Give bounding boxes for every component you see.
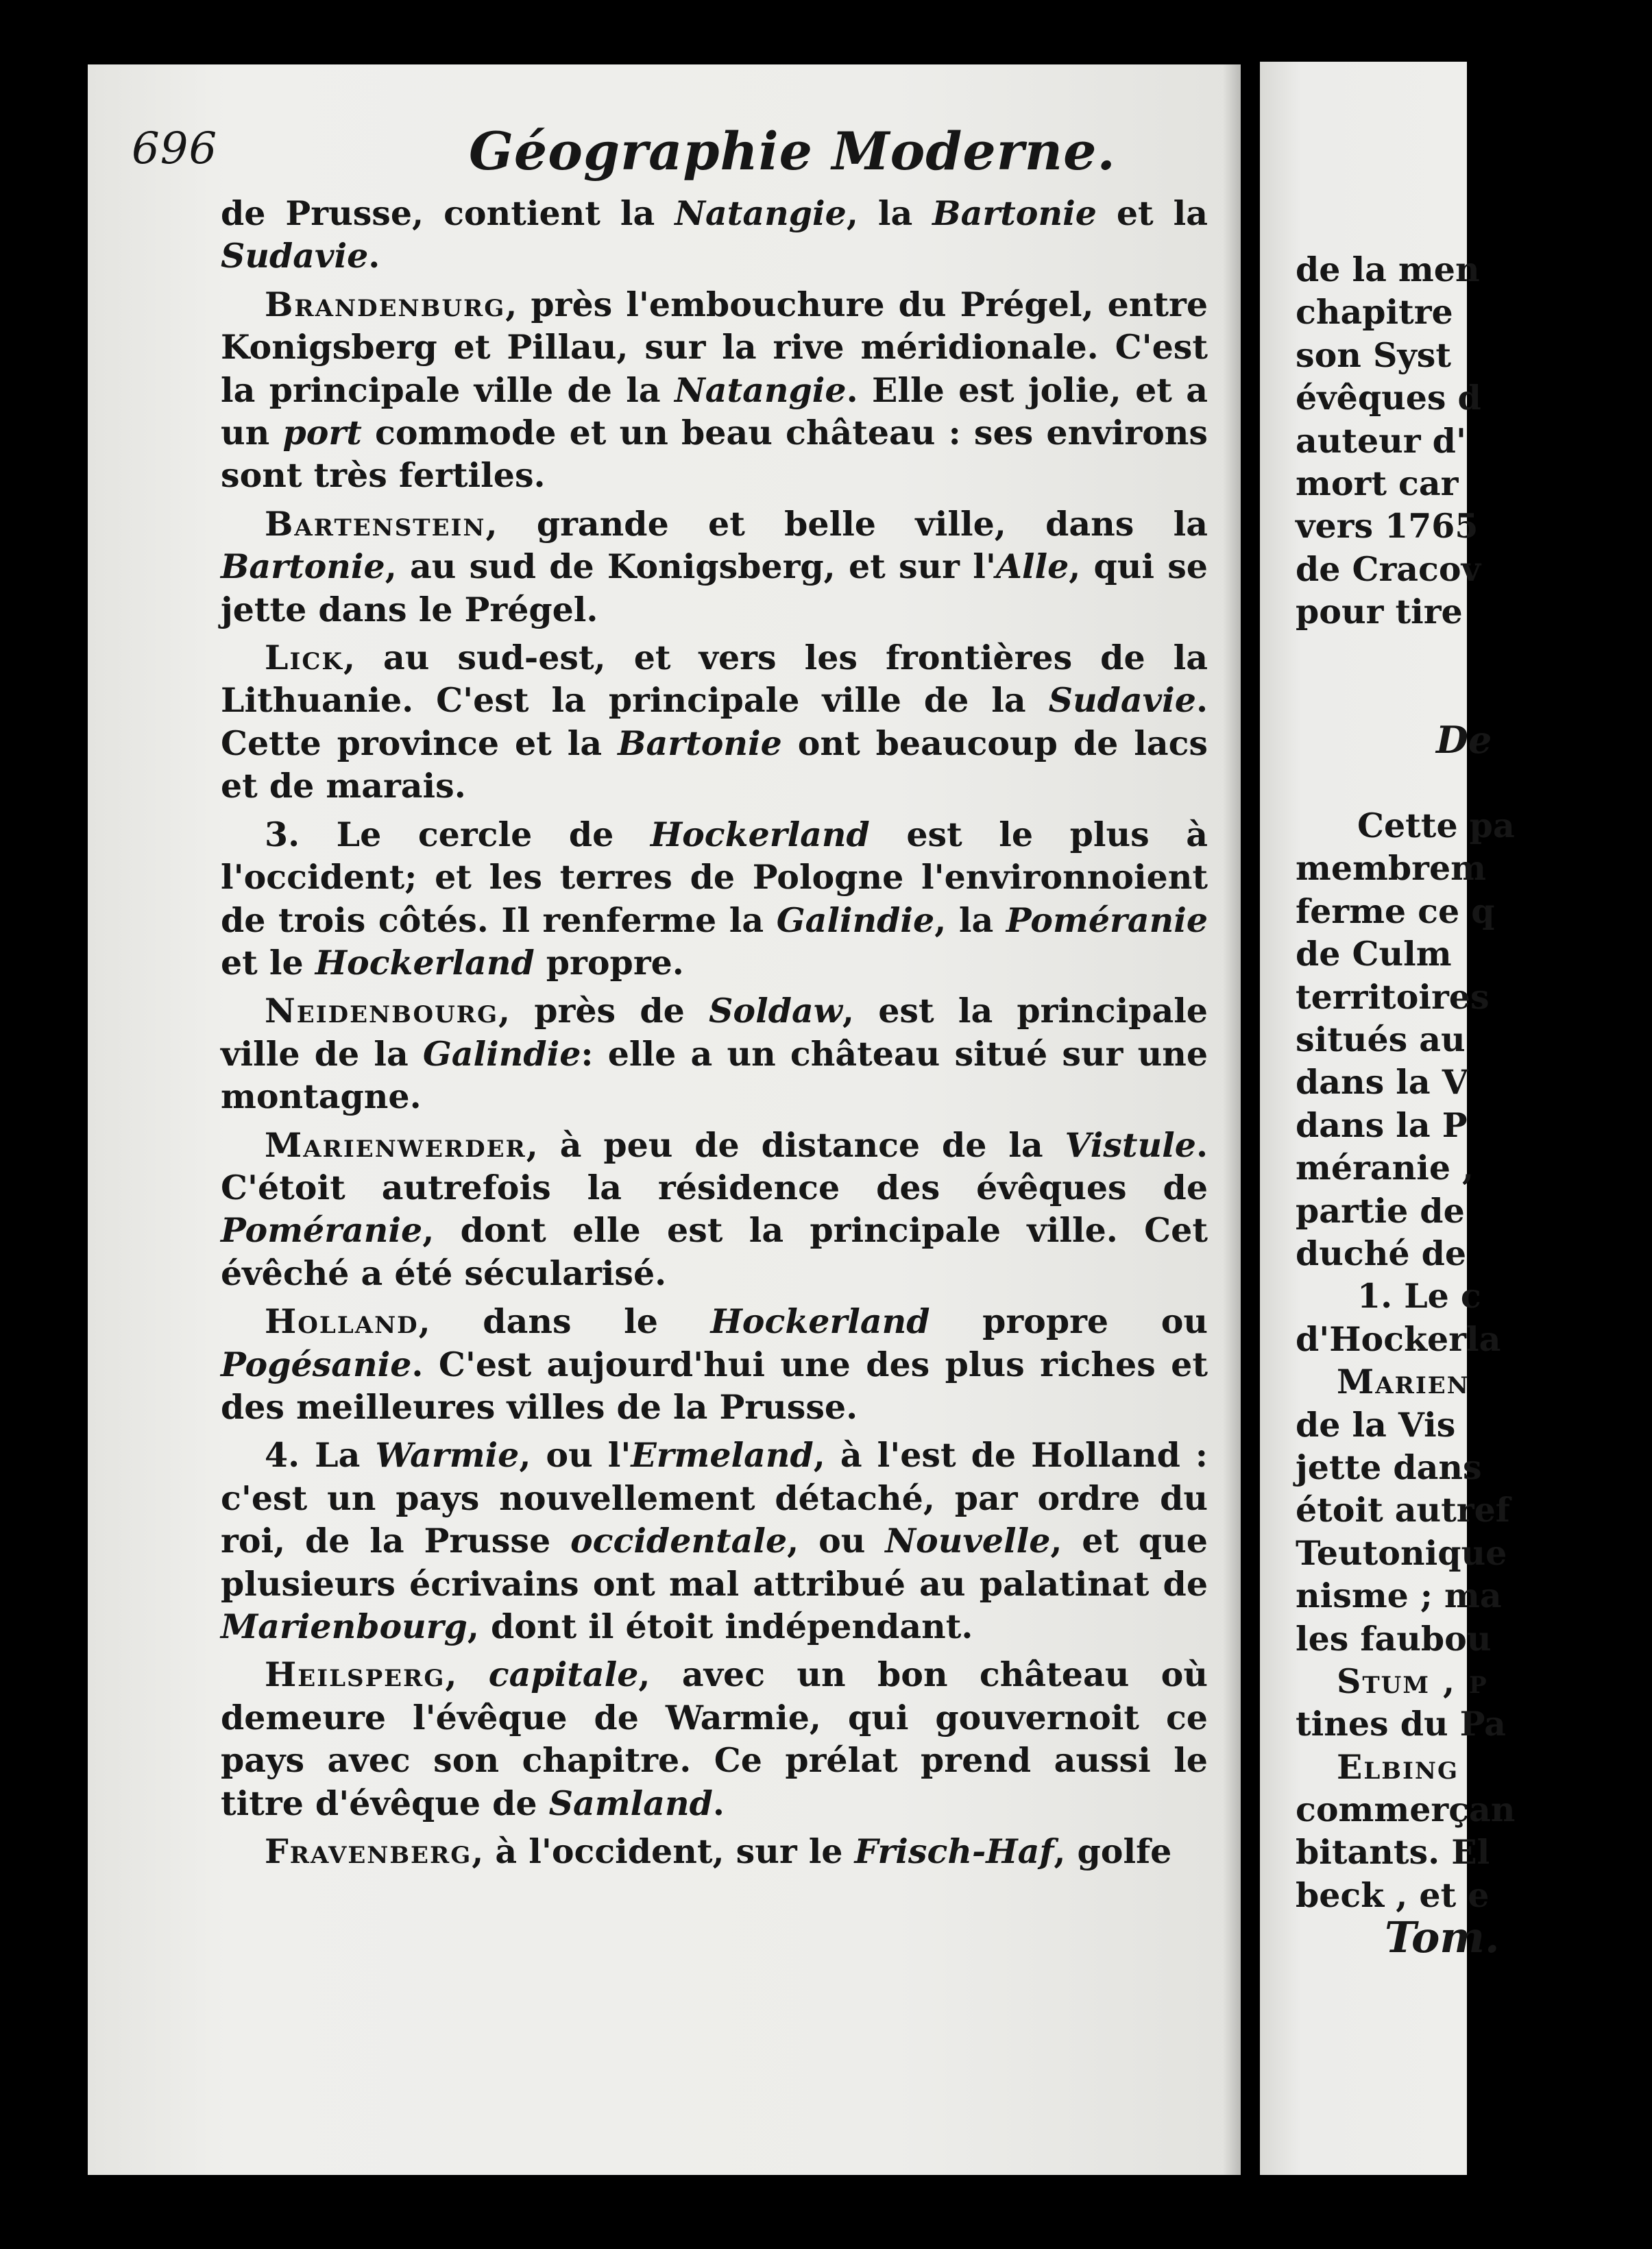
right-line: tines du Pa [1296,1704,1506,1744]
right-line: les faubou [1296,1618,1492,1659]
text-run: 4. La [265,1435,376,1476]
place-name: Ermeland [631,1435,814,1476]
paragraph [221,503,1208,631]
place-name: Samland [548,1783,713,1823]
place-name: Marienbourg [221,1607,467,1646]
place-name: Nouvelle [885,1521,1051,1561]
running-title: Géographie Moderne. [469,121,1116,182]
river-name: Alle [995,546,1069,587]
place-name: occidentale [570,1521,788,1561]
right-line: duché de [1296,1233,1467,1273]
right-line: de la Vis [1296,1404,1456,1445]
text-run: , [445,1655,489,1695]
city-name: Bartenstein [265,503,486,544]
page-number: 696 [132,123,218,174]
right-line: chapitre [1296,292,1453,333]
paragraph [221,989,1208,1118]
text-run: . Elle est jolie, et a un [221,370,1208,453]
city-name: Heilsperg [265,1655,446,1695]
right-line: Cette pa [1357,806,1515,846]
place-name: Galindie [776,900,935,940]
text-run: , près l'embouchure du Prégel, entre Konigsberg et Pillau, sur la rive méridionale. C'est la principale ville de la [221,284,1208,410]
city-name: Neidenbourg [265,991,499,1031]
text-run: propre. [534,942,684,983]
right-page [1260,62,1516,2175]
right-line: vers 1765 [1296,506,1479,546]
text-run: , au sud-est, et vers les frontières de la Lithuanie. C'est la principale ville de la [221,638,1208,721]
right-line: bitants. El [1296,1832,1490,1873]
paragraph [221,1124,1208,1295]
right-line [1296,676,1652,719]
place-name: Galindie [422,1033,581,1074]
right-line: auteur d' [1296,420,1466,461]
place-name: Frisch-Haf [854,1831,1054,1872]
city-name: Brandenburg [265,284,506,324]
text-run: . Cette province et la [221,680,1208,763]
text-run: ont beaucoup de lacs et de marais. [221,723,1208,806]
text-run: et le [221,942,315,983]
river-name: Vistule [1065,1124,1196,1165]
right-line: d'Hockerla [1296,1319,1501,1359]
text-run: de Prusse, contient la [221,193,675,233]
place-name: Sudavie [221,236,369,276]
right-section-heading: De [1436,718,1492,762]
right-line: membrem [1296,848,1486,889]
right-line: Stum , p [1337,1661,1488,1701]
place-name: Hockerland [710,1301,930,1342]
emphasis: capitale [488,1655,639,1695]
right-line: Elbing [1337,1746,1459,1787]
text-run: . [368,236,380,276]
text-run: , à peu de distance de la [526,1124,1065,1165]
paragraph [221,1653,1208,1825]
text-run: . [712,1783,725,1823]
text-run: , la [934,900,1006,940]
place-name: Bartonie [618,723,782,763]
text-run: 3. Le cercle de [265,814,651,854]
right-line: commerçan [1296,1790,1516,1830]
right-line: territoires [1296,976,1490,1017]
city-name: Holland [265,1301,419,1342]
right-line: 1. Le c [1357,1276,1481,1316]
paragraph [221,1830,1208,1873]
place-name: Sudavie [1048,680,1196,721]
text-run: , au sud de Konigsberg, et sur l' [385,546,996,587]
emphasis: port [282,413,362,453]
text-run: . C'étoit autrefois la résidence des évêques de [221,1124,1208,1207]
right-line: son Syst [1296,335,1452,375]
paragraph [221,283,1208,497]
city-name: Lick [265,638,343,678]
right-line: dans la V [1296,1062,1468,1103]
place-name: Hockerland [315,942,535,983]
text-run: , dont il étoit indépendant. [467,1607,973,1646]
right-line: Teutonique [1296,1532,1507,1573]
right-line: ferme ce q [1296,891,1495,931]
right-line: de Culm [1296,934,1452,974]
text-run: , et que plusieurs écrivains ont mal attribué au palatinat de [221,1521,1208,1604]
right-line: dans la P [1296,1105,1468,1145]
text-run: , à l'occident, sur le [472,1831,855,1872]
right-line: jette dans [1296,1447,1482,1487]
text-run: . C'est aujourd'hui une des plus riches et des meilleures villes de la Prusse. [221,1344,1208,1427]
page-body [221,192,1208,1873]
paragraph [221,636,1208,808]
right-page-text [1296,248,1652,1963]
right-line: mort car [1296,463,1459,503]
right-line: de la men [1296,250,1480,289]
text-run: , près de [498,991,709,1031]
text-run: , est la principale ville de la [221,991,1208,1074]
right-line [1296,634,1652,676]
text-run: : elle a un château situé sur une montagne. [221,1033,1208,1117]
place-name: Poméranie [221,1210,423,1251]
right-line [1296,762,1652,804]
paragraph [221,1434,1208,1648]
city-name: Marienwerder [265,1124,526,1165]
place-name: Poméranie [1006,900,1208,940]
text-run: , ou [787,1521,886,1561]
place-name: Hockerland [650,814,870,854]
right-line: Marien [1337,1362,1470,1402]
place-name: Natangie [675,193,847,233]
text-run: commode et un beau château : ses environs sont très fertiles. [221,413,1208,496]
text-run: , à l'est de Holland : c'est un pays nouvellement détaché, par ordre du roi, de la Prusse [221,1435,1208,1561]
right-line: de Cracov [1296,549,1481,589]
text-run: , dans le [418,1301,711,1342]
text-run: , golfe [1054,1831,1172,1872]
right-line: partie de [1296,1190,1465,1231]
text-run: et la [1096,193,1208,233]
text-run: , qui se jette dans le Prégel. [221,546,1208,629]
text-run: est le plus à l'occident; et les terres de Pologne l'environnoient de trois côtés. Il renferme la [221,814,1208,940]
paragraph [221,192,1208,278]
right-line: situés au [1296,1020,1466,1060]
place-name: Soldaw [709,991,842,1031]
text-run: , dont elle est la principale ville. Cet évêché a été sécularisé. [221,1210,1208,1293]
right-line: nisme ; ma [1296,1576,1502,1616]
place-name: Natangie [674,370,847,410]
place-name: Bartonie [221,546,385,587]
text-run: propre ou [930,1301,1208,1342]
place-name: Bartonie [932,193,1097,233]
paragraph [221,1300,1208,1428]
text-run: , grande et belle ville, dans la [485,503,1208,544]
paragraph [221,813,1208,985]
place-name: Warmie [375,1435,520,1476]
right-line: évêques d [1296,378,1481,418]
place-name: Pogésanie [221,1344,412,1384]
text-run: , la [846,193,933,233]
right-line: étoit autref [1296,1490,1510,1530]
text-run: , ou l' [519,1435,631,1476]
right-line: méranie , [1296,1148,1474,1188]
right-line: beck , et e [1296,1875,1490,1915]
right-catchword: Tom. [1385,1912,1500,1963]
text-run: , avec un bon château où demeure l'évêque de Warmie, qui gouvernoit ce pays avec son chapitre. Ce prélat prend aussi le titre d'évêque de [221,1655,1208,1823]
city-name: Fravenberg [265,1831,472,1872]
right-line: pour tire [1296,592,1463,632]
page-header [132,123,1194,189]
